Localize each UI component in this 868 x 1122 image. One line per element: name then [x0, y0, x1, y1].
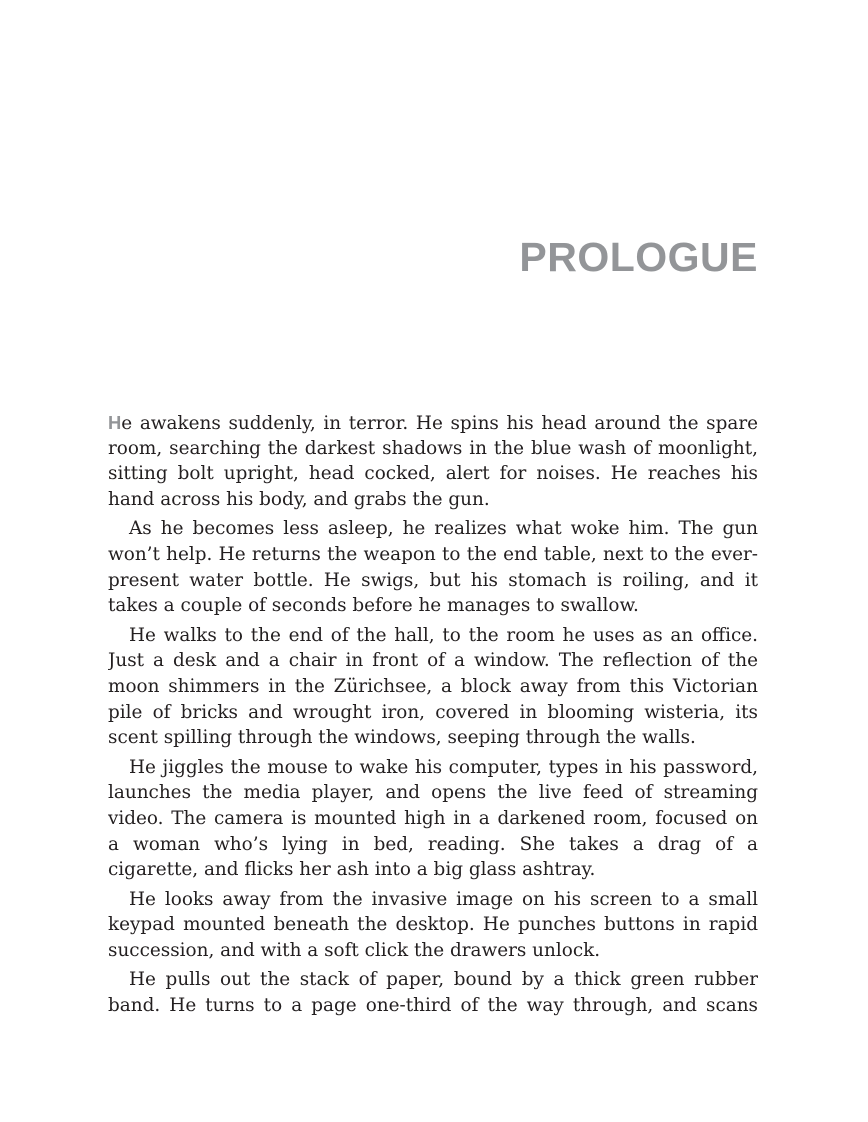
- text-line: launches the media player, and opens the live feed of streaming: [108, 782, 758, 804]
- text-line: succession, and with a soft click the drawers unlock.: [108, 939, 601, 961]
- text-line: takes a couple of seconds before he manages to swallow.: [108, 595, 639, 617]
- text-line: Just a desk and a chair in front of a window. The reflection of the: [108, 650, 758, 672]
- text-line: video. The camera is mounted high in a darkened room, focused on: [108, 807, 758, 829]
- text-line: band. He turns to a page one-third of the way through, and scans: [108, 995, 758, 1017]
- paragraph-1: [108, 410, 758, 512]
- text-line: [108, 410, 758, 436]
- paragraph-6: [108, 967, 758, 1018]
- text-line: He pulls out the stack of paper, bound by a thick green rubber: [129, 969, 758, 991]
- text-line: room, searching the darkest shadows in the blue wash of moonlight,: [108, 437, 758, 459]
- paragraph-3: [108, 623, 758, 751]
- text-line: keypad mounted beneath the desktop. He punches buttons in rapid: [108, 914, 758, 936]
- paragraph-4: [108, 755, 758, 883]
- text-line: cigarette, and flicks her ash into a big glass ashtray.: [108, 859, 596, 881]
- text-line: pile of bricks and wrought iron, covered in blooming wisteria, its: [108, 701, 758, 723]
- text-line: As he becomes less asleep, he realizes what woke him. The gun: [129, 518, 758, 540]
- line-text: e awakens suddenly, in terror. He spins his head around the spare: [121, 413, 758, 434]
- text-line: He jiggles the mouse to wake his computer, types in his password,: [129, 756, 758, 778]
- text-line: present water bottle. He swigs, but his stomach is roiling, and it: [108, 569, 758, 591]
- text-line: hand across his body, and grabs the gun.: [108, 488, 490, 510]
- text-line: sitting bolt upright, head cocked, alert for noises. He reaches his: [108, 463, 758, 485]
- text-line: He walks to the end of the hall, to the room he uses as an office.: [129, 624, 758, 646]
- text-line: moon shimmers in the Zürichsee, a block away from this Victorian: [108, 675, 758, 697]
- text-line: He looks away from the invasive image on his screen to a small: [129, 888, 758, 910]
- text-line: scent spilling through the windows, seeping through the walls.: [108, 727, 696, 749]
- paragraph-5: [108, 887, 758, 964]
- body-text: [108, 410, 758, 1023]
- drop-cap: H: [108, 412, 122, 433]
- text-line: a woman who’s lying in bed, reading. She takes a drag of a: [108, 833, 758, 855]
- chapter-title: PROLOGUE: [519, 234, 758, 280]
- text-line: won’t help. He returns the weapon to the end table, next to the ever-: [108, 543, 758, 565]
- paragraph-2: [108, 516, 758, 618]
